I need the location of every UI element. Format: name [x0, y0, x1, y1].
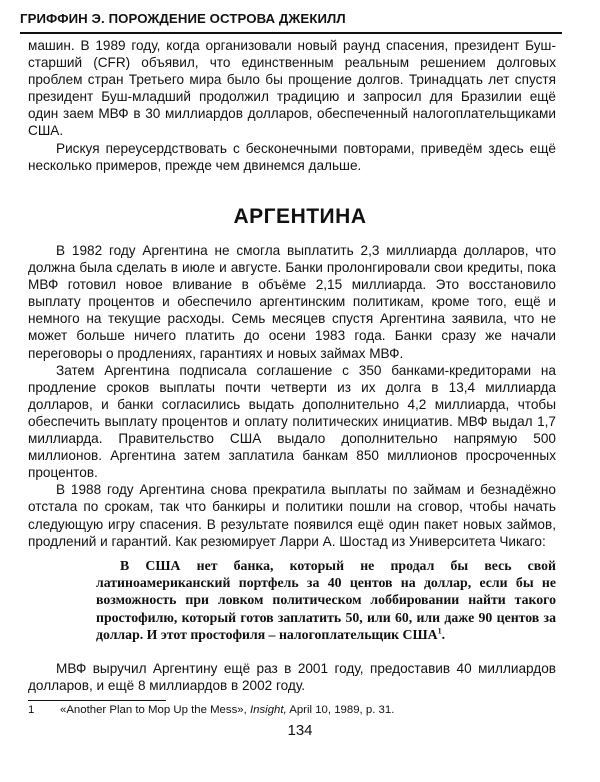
footnote-details: April 10, 1989, p. 31.	[289, 704, 395, 716]
intro-text	[28, 37, 556, 174]
body-paragraph: В 1982 году Аргентина не смогла выплатить 2,3 миллиарда долларов, что должна была сделать в июле и августе. Банки пролонгировали свои кредиты, пока МВФ готовил новое вливание в объёме 2,15 миллиарда. Это восстановило выплату процентов и обеспечило аргентинским политикам, кроме того, ещё и немного на текущие расходы. Семь месяцев спустя Аргентина заявила, что не может больше ничего платить до осени 1983 года. Банки сразу же начали переговоры о продлениях, гарантиях и новых займах МВФ.	[28, 243, 556, 361]
page-number: 134	[287, 722, 313, 739]
intro-paragraph: машин. В 1989 году, когда организовали новый раунд спасения, президент Буш-старший (CFR) объявил, что единственным реальным решением долговых проблем стран Третьего мира было бы прощение долгов. Тринадцать лет спустя президент Буш-младший продолжил традицию и запросил для Бразилии ещё один заем МВФ в 30 миллиардов долларов, обеспеченный налогоплательщиками США.	[28, 38, 556, 139]
section-title: АРГЕНТИНА	[233, 205, 367, 228]
footnote-number: 1	[28, 704, 35, 716]
running-head: ГРИФФИН Э. ПОРОЖДЕНИЕ ОСТРОВА ДЖЕКИЛЛ	[20, 11, 346, 26]
footnote	[28, 703, 556, 717]
quote-text: В США нет банка, который не продал бы весь свой латиноамериканский портфель за 40 центов на доллар, если бы не возможность при ловком политическом лоббировании найти такого простофилю, который готов заплатить 50, или 60, или даже 90 центов за доллар. И этот простофиля – налогоплательщик США	[96, 558, 556, 642]
body-text	[28, 242, 556, 550]
quote-paragraph	[96, 557, 556, 643]
closing-text	[28, 660, 556, 694]
quote-end-punctuation: .	[441, 626, 446, 642]
intro-paragraph: Рискуя переусердствовать с бесконечными повторами, приведём здесь ещё несколько примеров, прежде чем двинемся дальше.	[28, 140, 556, 173]
body-paragraph: Затем Аргентина подписала соглашение с 350 банками-кредиторами на продление сроков выплаты почти четверти из их долга в 13,4 миллиарда долларов, и банки согласились выдать дополнительно 4,2 миллиарда, чтобы обеспечить выплату процентов и оплату политических инициатив. МВФ выдал 1,7 миллиарда. Правительство США выдало дополнительно напрямую 500 миллионов. Аргентина затем заплатила банкам 850 миллионов просроченных процентов.	[28, 362, 556, 481]
footnote-rule	[28, 700, 166, 701]
header-rule	[20, 32, 562, 34]
body-paragraph: В 1988 году Аргентина снова прекратила выплаты по займам и безнадёжно отстала по срокам, так что банкиры и политики пошли на сговор, чтобы начать следующую игру спасения. В результате появился ещё один пакет новых займов, продлений и гарантий. Как резюмирует Ларри А. Шостад из Университета Чикаго:	[28, 482, 556, 549]
footnote-source: Insight,	[249, 704, 287, 716]
footnote-title: «Another Plan to Mop Up the Mess»,	[60, 704, 247, 716]
closing-paragraph: МВФ выручил Аргентину ещё раз в 2001 году, предоставив 40 миллиардов долларов, и ещё 8 миллиардов в 2002 году.	[28, 661, 556, 694]
block-quote	[96, 557, 556, 643]
footnote-reference[interactable]: 1	[437, 626, 442, 636]
